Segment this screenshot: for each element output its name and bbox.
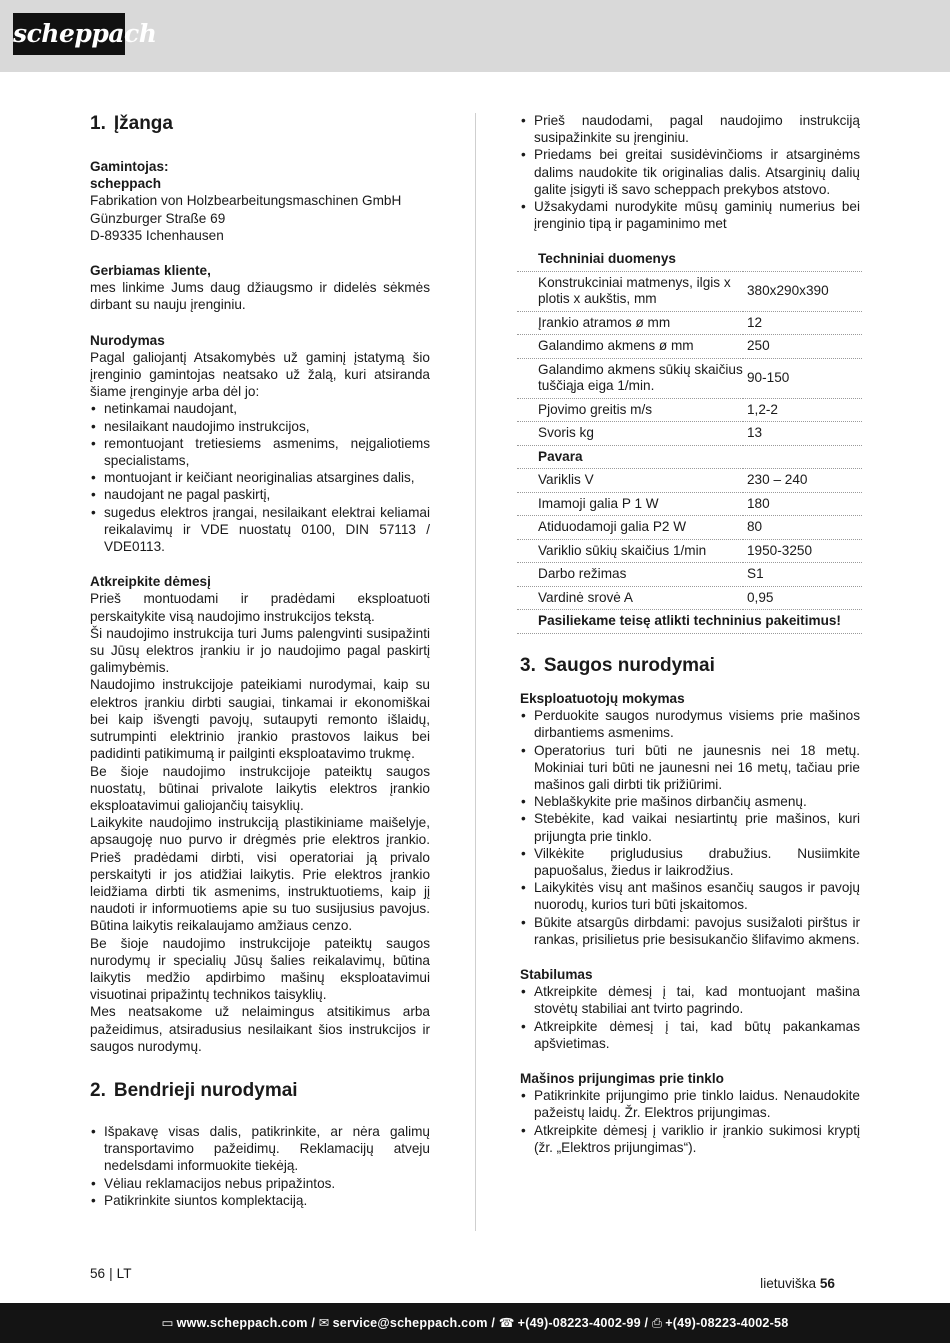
table-cell-value: 12 xyxy=(743,311,862,335)
list-item: • Išpakavę visas dalis, patikrinkite, ar nėra galimų transportavimo pažeidimų. Reklamacijų atveju nedelsdami informuokite tiekėją. xyxy=(90,1123,430,1175)
technical-data-table xyxy=(517,248,862,634)
table-cell-label: Imamoji galia P 1 W xyxy=(517,492,743,516)
list-item: • Būkite atsargūs dirbdami: pavojus susižaloti pirštus ir rankas, prisilietus prie besisukančio šlifavimo akmens. xyxy=(520,914,860,948)
notice-text: Pagal galiojantį Atsakomybės už gaminį įstatymą šio įrenginio gamintojas neatsako už žalą, kuri atsiranda šiame įrenginyje arba dėl jo: xyxy=(90,349,430,400)
website-link[interactable]: www.scheppach.com xyxy=(176,1316,308,1330)
greeting-title: Gerbiamas kliente, xyxy=(90,263,211,279)
table-cell-value: 13 xyxy=(743,422,862,446)
brand-logo: scheppach xyxy=(13,13,125,55)
table-cell-value: 250 xyxy=(743,335,862,359)
technical-data-title: Techniniai duomenys xyxy=(517,248,862,271)
table-cell-value: 0,95 xyxy=(743,586,862,610)
address-line-1: Fabrikation von Holzbearbeitungsmaschinen GmbH xyxy=(90,193,402,209)
section-1-number: 1. xyxy=(90,113,106,134)
table-row xyxy=(517,335,862,359)
list-item: • Vėliau reklamacijos nebus pripažintos. xyxy=(90,1175,430,1192)
power-connection-list xyxy=(520,1087,860,1156)
attention-paragraph: Be šioje naudojimo instrukcijoje pateiktų saugos nuostatų, būtinai privalote laikytis elektros įrankio eksploatavimui galiojančių taisyklių. xyxy=(90,763,430,813)
list-item: • Operatorius turi būti ne jaunesnis nei 18 metų. Mokiniai turi būti ne jaunesni nei 16 metų, tačiau prie mašinos gali dirbti tik prižiūrimi. xyxy=(520,742,860,794)
manufacturer-name: scheppach xyxy=(90,176,162,192)
general-notes-continued-list xyxy=(520,112,860,232)
section-3-number: 3. xyxy=(520,654,536,676)
attention-paragraph: Be šioje naudojimo instrukcijoje pateiktų saugos nurodymų ir specialių Jūsų šalies reikalavimų, būtina laikytis medžio apdirbimo mašinų eksploatavimui visuotinai pripažintų technikos taisyklių. xyxy=(90,935,430,1003)
stability-list xyxy=(520,983,860,1052)
header-bar xyxy=(0,0,950,72)
list-item: • Perduokite saugos nurodymus visiems prie mašinos dirbantiems asmenims. xyxy=(520,707,860,741)
drive-title: Pavara xyxy=(517,445,862,469)
attention-paragraph: Naudojimo instrukcijoje pateikiami nurodymai, kaip su elektros įrankiu dirbti saugiai, tinkamai ir ekonomiškai bei kaip išvengti pavojų, sutaupyti remonto išlaidų, sutrumpinti elektrinio įrankio prastovos laikus bei padidinti patikimumą ir pailginti eksploatavimo trukmę. xyxy=(90,677,430,762)
list-item: • Atkreipkite dėmesį į variklio ir įrankio sukimosi kryptį (žr. „Elektros prijungimas“). xyxy=(520,1122,860,1156)
phone-icon: ☎ xyxy=(498,1316,515,1330)
table-cell-value: 90-150 xyxy=(743,358,862,398)
table-cell-label: Darbo režimas xyxy=(517,563,743,587)
table-cell-value: 180 xyxy=(743,492,862,516)
email-link[interactable]: service@scheppach.com xyxy=(332,1316,488,1330)
attention-paragraph: Prieš montuodami ir pradėdami eksploatuoti perskaitykite visą naudojimo instrukcijos tekstą. xyxy=(90,591,430,624)
left-column xyxy=(90,112,430,1209)
table-row xyxy=(517,469,862,493)
manufacturer-label: Gamintojas: xyxy=(90,159,169,174)
list-item: • Neblaškykite prie mašinos dirbančių asmenų. xyxy=(520,793,860,810)
attention-paragraph: Ši naudojimo instrukcija turi Jums palengvinti susipažinti su Jūsų elektros įrankiu ir jo naudojimo pagal paskirtį galimybėmis. xyxy=(90,625,430,676)
table-row xyxy=(517,358,862,398)
list-item: • Vilkėkite prigludusius drabužius. Nusiimkite papuošalus, žiedus ir laikrodžius. xyxy=(520,845,860,879)
power-connection-title: Mašinos prijungimas prie tinklo xyxy=(520,1070,724,1086)
list-item: • remontuojant tretiesiems asmenims, neįgaliotiems specialistams, xyxy=(90,435,430,469)
section-3-title: Saugos nurodymai xyxy=(543,654,715,676)
notice-title: Nurodymas xyxy=(90,332,165,348)
list-item: • Užsakydami nurodykite mūsų gaminių numerius bei įrenginio tipą ir pagaminimo met xyxy=(520,198,860,232)
section-1-title: Įžanga xyxy=(113,113,173,134)
table-row xyxy=(517,492,862,516)
table-cell-label: Galandimo akmens sūkių skaičius tuščiąja eiga 1/min. xyxy=(517,358,743,398)
column-divider xyxy=(475,113,476,1231)
training-list xyxy=(520,707,860,948)
section-2-number: 2. xyxy=(90,1079,106,1101)
list-item: • Atkreipkite dėmesį į tai, kad būtų pakankamas apšvietimas. xyxy=(520,1018,860,1052)
list-item: • Priedams bei greitai susidėvinčioms ir atsarginėms dalims naudokite tik originalias dalis. Atsarginių dalių galite įsigyti iš savo scheppach prekybos atstovo. xyxy=(520,146,860,198)
list-item: • sugedus elektros įrangai, nesilaikant elektrai keliamai reikalavimų ir VDE nuostatų 0100, DIN 57113 / VDE0113. xyxy=(90,504,430,556)
list-item: • nesilaikant naudojimo instrukcijos, xyxy=(90,418,430,435)
table-row xyxy=(517,563,862,587)
table-row xyxy=(517,398,862,422)
table-cell-label: Variklis V xyxy=(517,469,743,493)
mail-icon: ✉ xyxy=(318,1316,330,1330)
table-cell-label: Įrankio atramos ø mm xyxy=(517,311,743,335)
language-code: LT xyxy=(116,1266,132,1281)
list-item: • montuojant ir keičiant neoriginalias atsargines dalis, xyxy=(90,469,430,486)
list-item: • naudojant ne pagal paskirtį, xyxy=(90,486,430,503)
separator: | xyxy=(109,1266,113,1281)
list-item: • Stebėkite, kad vaikai nesiartintų prie mašinos, kuri prijungta prie tinklo. xyxy=(520,810,860,844)
address-line-2: Günzburger Straße 69 xyxy=(90,210,226,226)
table-cell-value: S1 xyxy=(743,563,862,587)
training-title: Eksploatuotojų mokymas xyxy=(520,690,685,706)
table-cell-label: Atiduodamoji galia P2 W xyxy=(517,516,743,540)
table-cell-label: Pjovimo greitis m/s xyxy=(517,398,743,422)
table-cell-value: 80 xyxy=(743,516,862,540)
list-item: • Atkreipkite dėmesį į tai, kad montuojant mašina stovėtų stabiliai ant tvirto pagrindo. xyxy=(520,983,860,1017)
table-row xyxy=(517,586,862,610)
table-cell-value: 380x290x390 xyxy=(743,271,862,311)
fax-number: +(49)-08223-4002-58 xyxy=(665,1316,789,1330)
list-item: • netinkamai naudojant, xyxy=(90,400,430,417)
section-3-heading xyxy=(520,654,860,678)
separator: / xyxy=(311,1316,319,1330)
phone-number: +(49)-08223-4002-99 xyxy=(517,1316,641,1330)
general-notes-list xyxy=(90,1123,430,1209)
fax-icon: ⎙ xyxy=(651,1316,663,1330)
attention-paragraph: Laikykite naudojimo instrukciją plastikiniame maišelyje, apsaugoję nuo purvo ir drėgmės prie elektros įrankio. Prieš pradėdami dirbti, visi operatoriai ją privalo perskaityti ir jos atidžiai laikytis. Prie elektros įrankio leidžiama dirbti tik asmenims, instruktuotiems, kaip jį naudoti ir informuotiems apie su tuo susijusius pavojus. Būtina laikytis reikalaujamo amžiaus cenzo. xyxy=(90,815,430,934)
table-cell-value: 1,2-2 xyxy=(743,398,862,422)
right-column xyxy=(520,112,860,1156)
attention-title: Atkreipkite dėmesį xyxy=(90,574,211,590)
list-item: • Prieš naudodami, pagal naudojimo instrukciją susipažinkite su įrenginiu. xyxy=(520,112,860,146)
table-row xyxy=(517,271,862,311)
page-number-left xyxy=(90,1266,132,1281)
table-cell-label: Svoris kg xyxy=(517,422,743,446)
attention-paragraph: Mes neatsakome už nelaimingus atsitikimus arba pažeidimus, atsiradusius nesilaikant šios instrukcijos ir saugos nurodymų. xyxy=(90,1004,430,1054)
table-cell-value: 1950-3250 xyxy=(743,539,862,563)
table-cell-label: Galandimo akmens ø mm xyxy=(517,335,743,359)
technical-change-note: Pasiliekame teisę atlikti techninius pakeitimus! xyxy=(517,610,862,634)
table-cell-label: Variklio sūkių skaičius 1/min xyxy=(517,539,743,563)
page-number: 56 xyxy=(90,1266,106,1281)
table-cell-label: Vardinė srovė A xyxy=(517,586,743,610)
table-row xyxy=(517,539,862,563)
notice-list xyxy=(90,400,430,555)
separator: / xyxy=(644,1316,652,1330)
table-row xyxy=(517,422,862,446)
computer-icon: ▭ xyxy=(161,1316,174,1330)
stability-title: Stabilumas xyxy=(520,966,593,982)
table-cell-value: 230 – 240 xyxy=(743,469,862,493)
greeting-text: mes linkime Jums daug džiaugsmo ir didelės sėkmės dirbant su nauju įrenginiu. xyxy=(90,280,430,313)
table-row xyxy=(517,311,862,335)
page-number-right xyxy=(760,1276,835,1291)
section-1-heading xyxy=(90,112,430,136)
page-number: 56 xyxy=(819,1276,835,1291)
section-2-heading xyxy=(90,1079,430,1103)
separator: / xyxy=(491,1316,499,1330)
list-item: • Patikrinkite prijungimo prie tinklo laidus. Nenaudokite pažeistų laidų. Žr. Elektros prijungimas. xyxy=(520,1087,860,1121)
address-line-3: D-89335 Ichenhausen xyxy=(90,227,224,243)
contact-bar xyxy=(0,1303,950,1343)
section-2-title: Bendrieji nurodymai xyxy=(113,1079,298,1101)
list-item: • Patikrinkite siuntos komplektaciją. xyxy=(90,1192,430,1209)
language-name: lietuviška xyxy=(760,1276,817,1291)
table-cell-label: Konstrukciniai matmenys, ilgis x plotis x aukštis, mm xyxy=(517,271,743,311)
list-item: • Laikykitės visų ant mašinos esančių saugos ir pavojų nuorodų, kurios turi būti įskaitomos. xyxy=(520,879,860,913)
table-row xyxy=(517,516,862,540)
